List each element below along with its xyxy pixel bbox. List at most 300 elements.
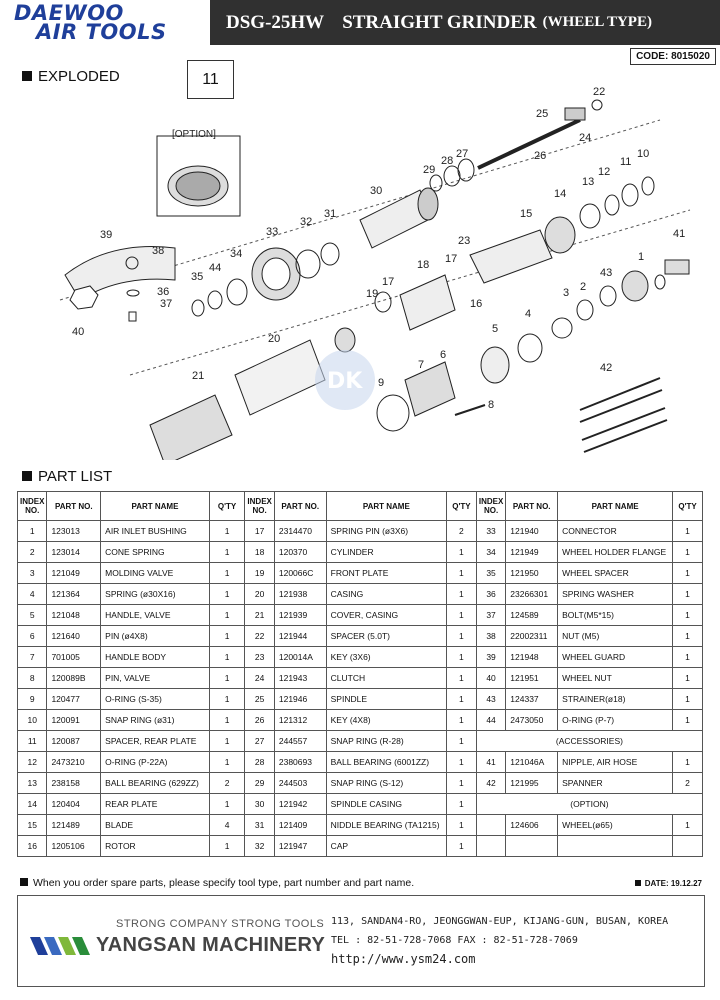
company-tagline: STRONG COMPANY STRONG TOOLS <box>116 918 325 930</box>
table-row <box>18 605 703 626</box>
qty-cell <box>673 836 703 857</box>
qty-cell: 1 <box>673 521 703 542</box>
company-phone: TEL : 82-51-728-7068 FAX : 82-51-728-7069 <box>331 935 578 946</box>
callout-27: 27 <box>456 148 469 160</box>
callout-34: 34 <box>230 248 243 260</box>
part-name-cell: HANDLE, VALVE <box>101 605 210 626</box>
qty-cell: 1 <box>209 605 245 626</box>
part-name-cell: REAR PLATE <box>101 794 210 815</box>
index-cell: 12 <box>18 752 47 773</box>
part-name-cell: CONE SPRING <box>101 542 210 563</box>
part-name-cell: BLADE <box>101 815 210 836</box>
nipple-icon <box>665 260 689 274</box>
qty-cell: 1 <box>209 542 245 563</box>
part-no-cell: 123014 <box>47 542 101 563</box>
part-name-cell: NIPPLE, AIR HOSE <box>558 752 673 773</box>
o-ring-icon <box>208 291 222 309</box>
table-row <box>18 773 703 794</box>
index-cell: 42 <box>476 773 505 794</box>
qty-cell: 1 <box>447 752 477 773</box>
qty-cell: 1 <box>673 626 703 647</box>
callout-15: 15 <box>520 208 533 220</box>
part-name-cell: WHEEL(ø65) <box>558 815 673 836</box>
col-index: INDEX NO. <box>18 492 47 521</box>
table-row <box>18 584 703 605</box>
needle-bearing-icon <box>321 243 339 265</box>
index-cell: 22 <box>245 626 274 647</box>
qty-cell: 1 <box>673 710 703 731</box>
callout-32: 32 <box>300 216 313 228</box>
callout-23: 23 <box>458 235 471 247</box>
part-name-cell: PIN (ø4X8) <box>101 626 210 647</box>
index-cell: 26 <box>245 710 274 731</box>
cover-casing-icon <box>150 395 232 460</box>
qty-cell: 1 <box>209 731 245 752</box>
part-no-cell: 121949 <box>506 542 558 563</box>
index-cell: 28 <box>245 752 274 773</box>
index-cell: 4 <box>18 584 47 605</box>
ball-bearing-icon <box>580 204 600 228</box>
footer-box <box>17 895 705 987</box>
callout-19: 19 <box>366 288 379 300</box>
part-name-cell: O-RING (S-35) <box>101 689 210 710</box>
cylinder-icon <box>400 275 455 330</box>
callout-17b: 17 <box>382 276 395 288</box>
qty-cell: 1 <box>447 647 477 668</box>
part-name-cell: ROTOR <box>101 836 210 857</box>
qty-cell: 1 <box>209 836 245 857</box>
col-qty: Q'TY <box>673 492 703 521</box>
date-stamp <box>635 879 702 888</box>
part-name-cell: WHEEL GUARD <box>558 647 673 668</box>
cap-icon <box>296 250 320 278</box>
part-name-cell: O-RING (P-22A) <box>101 752 210 773</box>
col-part-name: PART NAME <box>558 492 673 521</box>
col-qty: Q'TY <box>447 492 477 521</box>
index-cell: 25 <box>245 689 274 710</box>
qty-cell: 1 <box>447 584 477 605</box>
spring-washer-icon <box>127 290 139 296</box>
qty-cell: 1 <box>209 710 245 731</box>
part-name-cell: HANDLE BODY <box>101 647 210 668</box>
index-cell: 20 <box>245 584 274 605</box>
qty-cell: 1 <box>673 689 703 710</box>
rear-plate-icon <box>545 217 575 253</box>
model-number: DSG-25HW <box>226 11 325 33</box>
index-cell: 33 <box>476 521 505 542</box>
table-row <box>18 626 703 647</box>
part-no-cell: 121950 <box>506 563 558 584</box>
callout-3: 3 <box>563 287 570 299</box>
part-name-cell: PIN, VALVE <box>101 668 210 689</box>
col-part-no: PART NO. <box>274 492 326 521</box>
company-brand <box>30 934 325 957</box>
part-no-cell: 121943 <box>274 668 326 689</box>
qty-cell: 1 <box>673 668 703 689</box>
part-name-cell: CONNECTOR <box>558 521 673 542</box>
index-cell: 10 <box>18 710 47 731</box>
part-name-cell: O-RING (P-7) <box>558 710 673 731</box>
qty-cell: 4 <box>209 815 245 836</box>
index-cell: 8 <box>18 668 47 689</box>
qty-cell: 2 <box>673 773 703 794</box>
logo-line-1: DAEWOO <box>14 1 124 25</box>
qty-cell: 1 <box>447 689 477 710</box>
callout-14: 14 <box>554 188 567 200</box>
part-no-cell: 238158 <box>47 773 101 794</box>
qty-cell: 1 <box>447 794 477 815</box>
qty-cell: 1 <box>673 563 703 584</box>
qty-cell: 2 <box>447 521 477 542</box>
part-list-table <box>17 491 703 857</box>
part-no-cell: 244503 <box>274 773 326 794</box>
qty-cell: 1 <box>447 626 477 647</box>
watermark-icon <box>315 350 375 410</box>
index-cell: 13 <box>18 773 47 794</box>
table-row <box>18 668 703 689</box>
group-label-cell: (OPTION) <box>476 794 702 815</box>
callout-1: 1 <box>638 251 645 263</box>
o-ring-large-icon <box>377 395 409 431</box>
index-cell: 27 <box>245 731 274 752</box>
col-part-name: PART NAME <box>326 492 446 521</box>
part-name-cell: SPRING WASHER <box>558 584 673 605</box>
index-cell: 5 <box>18 605 47 626</box>
index-cell: 21 <box>245 605 274 626</box>
callout-7: 7 <box>418 359 425 371</box>
qty-cell: 1 <box>673 605 703 626</box>
callout-29: 29 <box>423 164 436 176</box>
part-no-cell: 244557 <box>274 731 326 752</box>
strainer-icon <box>600 286 616 306</box>
qty-cell: 1 <box>447 731 477 752</box>
callout-12: 12 <box>598 166 611 178</box>
qty-cell: 1 <box>209 794 245 815</box>
molding-valve-icon <box>552 318 572 338</box>
qty-cell: 1 <box>209 668 245 689</box>
bullet-square-icon <box>635 880 641 886</box>
part-name-cell: CAP <box>326 836 446 857</box>
part-no-cell: 121364 <box>47 584 101 605</box>
part-name-cell: AIR INLET BUSHING <box>101 521 210 542</box>
callout-33: 33 <box>266 226 279 238</box>
table-row <box>18 710 703 731</box>
spring-icon <box>518 334 542 362</box>
index-cell: 2 <box>18 542 47 563</box>
table-row <box>18 836 703 857</box>
part-no-cell: 121489 <box>47 815 101 836</box>
col-part-no: PART NO. <box>47 492 101 521</box>
callout-38: 38 <box>152 245 165 257</box>
callout-10: 10 <box>637 148 650 160</box>
qty-cell: 1 <box>209 752 245 773</box>
part-no-cell: 701005 <box>47 647 101 668</box>
date-text: DATE: 19.12.27 <box>644 879 702 888</box>
product-name: STRAIGHT GRINDER <box>342 11 537 33</box>
callout-28: 28 <box>441 155 454 167</box>
part-no-cell: 121951 <box>506 668 558 689</box>
table-header-row <box>18 492 703 521</box>
part-list-heading-text: PART LIST <box>38 468 113 485</box>
part-name-cell: CYLINDER <box>326 542 446 563</box>
part-no-cell: 120066C <box>274 563 326 584</box>
callout-42: 42 <box>600 362 613 374</box>
callout-25: 25 <box>536 108 549 120</box>
spindle-icon <box>478 120 580 168</box>
index-cell: 39 <box>476 647 505 668</box>
part-name-cell: SPRING PIN (ø3X6) <box>326 521 446 542</box>
callout-24: 24 <box>579 132 592 144</box>
qty-cell: 1 <box>447 563 477 584</box>
index-cell: 16 <box>18 836 47 857</box>
callout-20: 20 <box>268 333 281 345</box>
daewoo-air-tools-logo <box>14 1 204 44</box>
callout-39: 39 <box>100 229 113 241</box>
callout-16: 16 <box>470 298 483 310</box>
callout-44: 44 <box>209 262 222 274</box>
index-cell: 32 <box>245 836 274 857</box>
part-no-cell: 120477 <box>47 689 101 710</box>
callout-17a: 17 <box>445 253 458 265</box>
index-cell: 17 <box>245 521 274 542</box>
part-no-cell: 121948 <box>506 647 558 668</box>
clutch-icon <box>565 108 585 120</box>
qty-cell: 1 <box>673 815 703 836</box>
table-row <box>18 521 703 542</box>
callout-5: 5 <box>492 323 499 335</box>
part-no-cell: 121944 <box>274 626 326 647</box>
handle-body-icon <box>405 362 455 416</box>
index-cell: 30 <box>245 794 274 815</box>
part-name-cell: SNAP RING (R-28) <box>326 731 446 752</box>
part-list-body <box>18 521 703 857</box>
index-cell: 18 <box>245 542 274 563</box>
qty-cell: 1 <box>447 815 477 836</box>
callout-18: 18 <box>417 259 430 271</box>
part-name-cell: KEY (4X8) <box>326 710 446 731</box>
table-row <box>18 815 703 836</box>
index-cell: 9 <box>18 689 47 710</box>
qty-cell: 1 <box>673 584 703 605</box>
table-row <box>18 794 703 815</box>
exploded-heading-text: EXPLODED <box>38 68 120 85</box>
index-cell <box>476 836 505 857</box>
part-name-cell: BOLT(M5*15) <box>558 605 673 626</box>
part-name-cell: WHEEL HOLDER FLANGE <box>558 542 673 563</box>
qty-cell: 2 <box>209 773 245 794</box>
callout-8: 8 <box>488 399 495 411</box>
spacer-icon <box>592 100 602 110</box>
part-no-cell: 121046A <box>506 752 558 773</box>
index-cell: 44 <box>476 710 505 731</box>
qty-cell: 1 <box>447 605 477 626</box>
index-cell: 15 <box>18 815 47 836</box>
qty-cell: 1 <box>447 710 477 731</box>
qty-cell: 1 <box>209 563 245 584</box>
qty-cell: 1 <box>209 647 245 668</box>
callout-4: 4 <box>525 308 532 320</box>
part-no-cell: 1205106 <box>47 836 101 857</box>
qty-cell: 1 <box>209 626 245 647</box>
part-no-cell: 2380693 <box>274 752 326 773</box>
air-inlet-bushing-icon <box>622 271 648 301</box>
exploded-diagram <box>0 80 720 460</box>
group-label-cell: (ACCESSORIES) <box>476 731 702 752</box>
index-cell: 38 <box>476 626 505 647</box>
col-part-name: PART NAME <box>101 492 210 521</box>
index-cell: 35 <box>476 563 505 584</box>
part-no-cell: 121938 <box>274 584 326 605</box>
svg-text:DK: DK <box>327 369 363 394</box>
index-cell: 23 <box>245 647 274 668</box>
part-no-cell: 121995 <box>506 773 558 794</box>
table-row <box>18 647 703 668</box>
part-no-cell: 2473050 <box>506 710 558 731</box>
part-no-cell: 121947 <box>274 836 326 857</box>
part-no-cell: 121940 <box>506 521 558 542</box>
part-no-cell: 120014A <box>274 647 326 668</box>
part-no-cell: 2314470 <box>274 521 326 542</box>
part-no-cell <box>506 836 558 857</box>
part-no-cell: 121946 <box>274 689 326 710</box>
callout-43: 43 <box>600 267 613 279</box>
callout-30: 30 <box>370 185 383 197</box>
part-name-cell: COVER, CASING <box>326 605 446 626</box>
company-address: 113, SANDAN4-RO, JEONGGWAN-EUP, KIJANG-GUN, BUSAN, KOREA <box>331 916 669 927</box>
table-row <box>18 563 703 584</box>
index-cell: 36 <box>476 584 505 605</box>
part-name-cell: NIDDLE BEARING (TA1215) <box>326 815 446 836</box>
part-list-heading <box>22 468 112 485</box>
qty-cell: 1 <box>447 773 477 794</box>
callout-35: 35 <box>191 271 204 283</box>
col-qty: Q'TY <box>209 492 245 521</box>
callout-9: 9 <box>378 377 385 389</box>
part-name-cell: SPACER, REAR PLATE <box>101 731 210 752</box>
part-no-cell: 120404 <box>47 794 101 815</box>
part-name-cell: FRONT PLATE <box>326 563 446 584</box>
part-name-cell: SNAP RING (S-12) <box>326 773 446 794</box>
index-cell <box>476 815 505 836</box>
product-code: CODE: 8015020 <box>630 48 716 65</box>
part-name-cell: CASING <box>326 584 446 605</box>
qty-cell: 1 <box>447 836 477 857</box>
cone-spring-icon <box>577 300 593 320</box>
part-name-cell: CLUTCH <box>326 668 446 689</box>
index-cell: 37 <box>476 605 505 626</box>
part-name-cell: SPINDLE CASING <box>326 794 446 815</box>
yangsan-logo-icon <box>30 935 90 957</box>
callout-31: 31 <box>324 208 337 220</box>
index-cell: 14 <box>18 794 47 815</box>
index-cell: 34 <box>476 542 505 563</box>
part-name-cell: SPRING (ø30X16) <box>101 584 210 605</box>
product-subtitle: (WHEEL TYPE) <box>542 14 652 30</box>
index-cell: 43 <box>476 689 505 710</box>
part-no-cell: 121939 <box>274 605 326 626</box>
callout-37: 37 <box>160 298 173 310</box>
page-number-box: 11 <box>187 60 234 99</box>
part-no-cell: 123013 <box>47 521 101 542</box>
index-cell: 6 <box>18 626 47 647</box>
part-no-cell: 124606 <box>506 815 558 836</box>
part-no-cell: 120370 <box>274 542 326 563</box>
part-name-cell: SNAP RING (ø31) <box>101 710 210 731</box>
index-cell: 1 <box>18 521 47 542</box>
qty-cell: 1 <box>209 521 245 542</box>
qty-cell: 1 <box>447 668 477 689</box>
flange-icon <box>227 279 247 305</box>
qty-cell: 1 <box>447 542 477 563</box>
part-name-cell: WHEEL NUT <box>558 668 673 689</box>
part-no-cell: 124589 <box>506 605 558 626</box>
handle-valve-icon <box>481 347 509 383</box>
index-cell: 19 <box>245 563 274 584</box>
casing-icon <box>235 340 325 415</box>
part-name-cell: KEY (3X6) <box>326 647 446 668</box>
part-name-cell: STRAINER(ø18) <box>558 689 673 710</box>
order-note <box>20 877 414 889</box>
callout-21: 21 <box>192 370 205 382</box>
title-bar <box>210 0 720 45</box>
option-label: [OPTION] <box>172 129 216 140</box>
table-row <box>18 542 703 563</box>
index-cell: 7 <box>18 647 47 668</box>
callout-2: 2 <box>580 281 587 293</box>
part-name-cell: BALL BEARING (629ZZ) <box>101 773 210 794</box>
company-url[interactable]: http://www.ysm24.com <box>331 952 476 966</box>
callout-41: 41 <box>673 228 686 240</box>
part-no-cell: 22002311 <box>506 626 558 647</box>
index-cell: 41 <box>476 752 505 773</box>
col-part-no: PART NO. <box>506 492 558 521</box>
index-cell: 40 <box>476 668 505 689</box>
index-cell: 31 <box>245 815 274 836</box>
qty-cell: 1 <box>673 647 703 668</box>
part-no-cell: 121640 <box>47 626 101 647</box>
spanner-icon <box>580 378 662 422</box>
part-no-cell: 120087 <box>47 731 101 752</box>
part-name-cell <box>558 836 673 857</box>
part-name-cell: SPINDLE <box>326 689 446 710</box>
index-cell: 24 <box>245 668 274 689</box>
qty-cell: 1 <box>209 689 245 710</box>
callout-numbers <box>72 86 685 411</box>
qty-cell: 1 <box>209 584 245 605</box>
contact-block <box>331 912 668 969</box>
qty-cell: 1 <box>673 542 703 563</box>
col-index: INDEX NO. <box>245 492 274 521</box>
index-cell: 3 <box>18 563 47 584</box>
part-name-cell: MOLDING VALVE <box>101 563 210 584</box>
callout-22: 22 <box>593 86 606 98</box>
table-row <box>18 689 703 710</box>
index-cell: 29 <box>245 773 274 794</box>
callout-26: 26 <box>534 150 547 162</box>
part-name-cell: NUT (M5) <box>558 626 673 647</box>
part-no-cell: 121049 <box>47 563 101 584</box>
part-no-cell: 120091 <box>47 710 101 731</box>
company-name: YANGSAN MACHINERY <box>96 934 326 956</box>
callout-11: 11 <box>620 156 632 168</box>
callout-36: 36 <box>157 286 170 298</box>
part-no-cell: 2473210 <box>47 752 101 773</box>
part-no-cell: 124337 <box>506 689 558 710</box>
callout-13: 13 <box>582 176 595 188</box>
table-row <box>18 752 703 773</box>
bullet-square-icon <box>22 471 32 481</box>
part-no-cell: 121942 <box>274 794 326 815</box>
